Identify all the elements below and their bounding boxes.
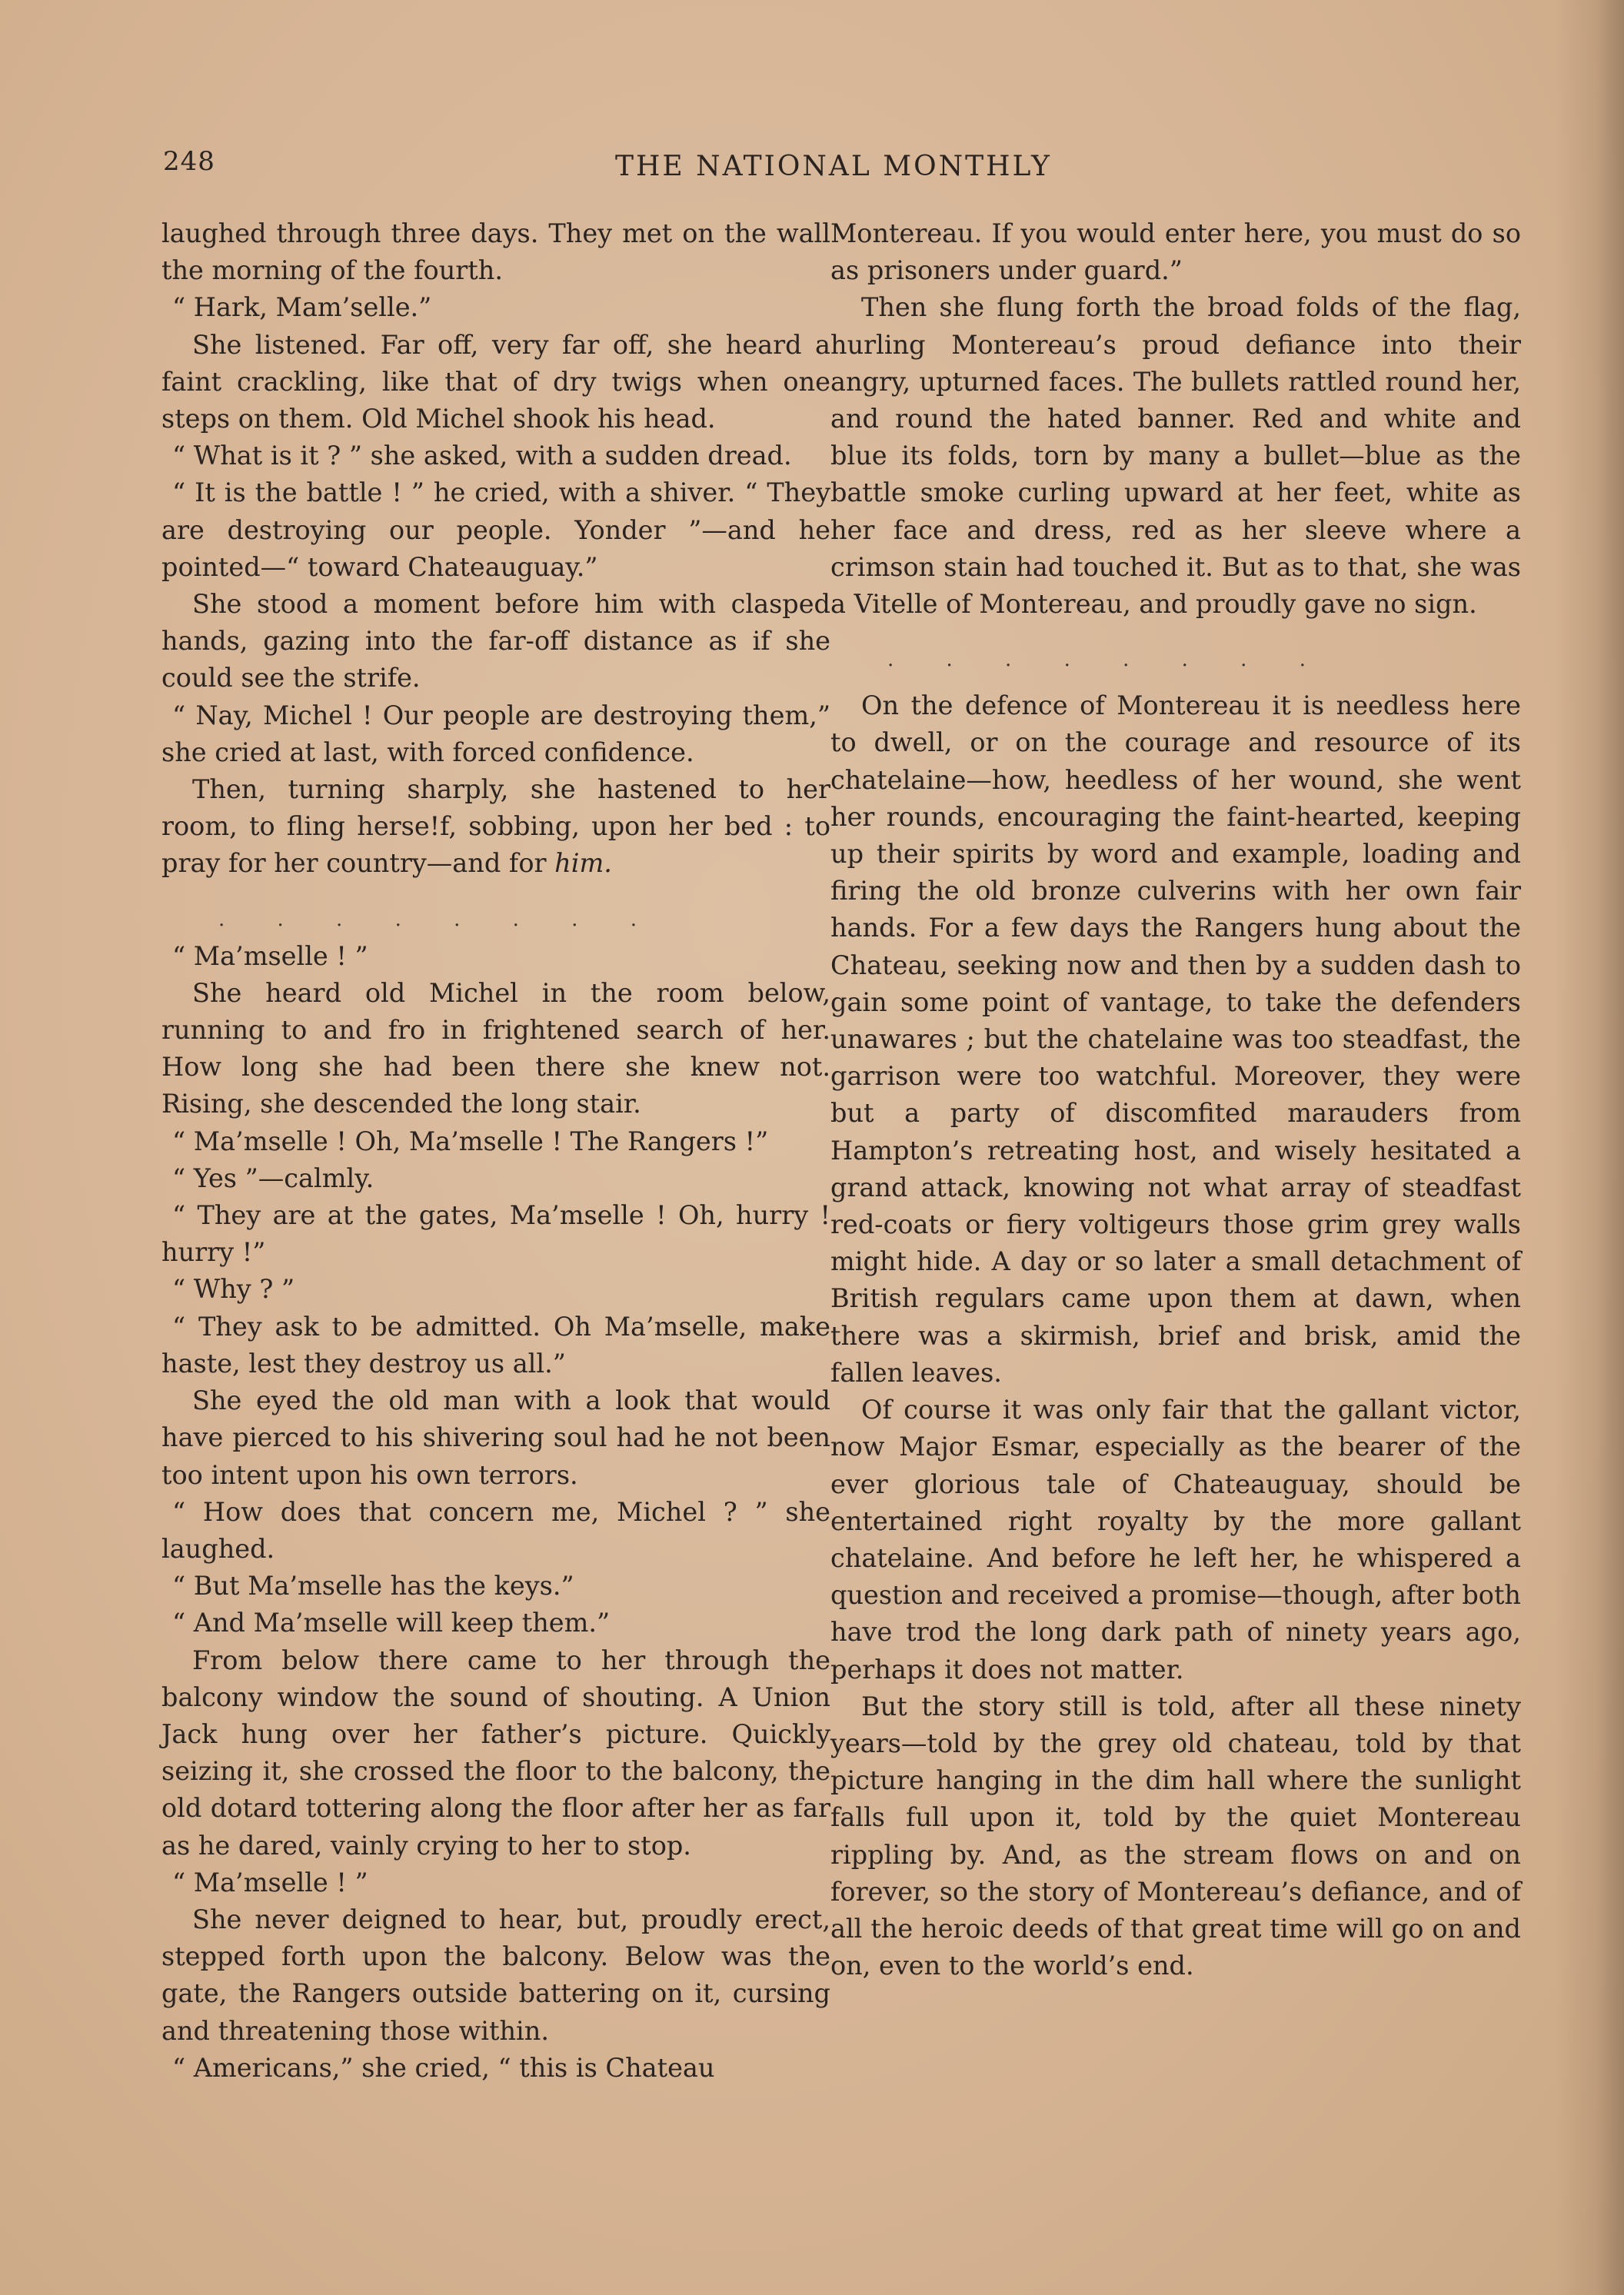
paragraph: From below there came to her through the balcony window the sound of shouting. A Union Jack hung over her father’s picture. Quickly seizing it, she crossed the floor to the balcony, the old dotard tottering along the floor after her as far as he dared, vainly crying to her to stop. [161, 1645, 830, 1861]
paragraph: “ Ma’mselle ! ” [172, 940, 368, 971]
page-number: 248 [163, 146, 215, 177]
page-edge-shadow [1555, 0, 1624, 2295]
section-gap [161, 883, 830, 901]
paragraph: “ Nay, Michel ! Our people are destroying them,” she cried at last, with forced confidence. [161, 700, 830, 767]
paragraph: Of course it was only fair that the gallant victor, now Major Esmar, especially as the bearer of the ever glorious tale of Chateauguay, should be entertained right royalty by the more gallant chatelaine. And before he left her, he whispered a question and received a promise—though, after both have trod the long dark path of ninety years ago, perhaps it does not matter. [830, 1395, 1521, 1685]
paragraph: “ Why ? ” [172, 1274, 295, 1305]
paragraph: “ Yes ”—calmly. [172, 1162, 374, 1193]
paragraph: “ And Ma’mselle will keep them.” [172, 1608, 611, 1638]
paragraph: But the story still is told, after all these ninety years—told by the grey old chateau, told by that picture hanging in the dim hall where the sunlight falls full upon it, told by the quiet Montereau rippling by. And, as the stream flows on and on forever, so the story of Montereau’s defiance, and of all the heroic deeds of that great time will go on and on, even to the world’s end. [830, 1691, 1521, 1981]
paragraph: “ What is it ? ” she asked, with a sudden dread. [172, 441, 792, 471]
paragraph: On the defence of Montereau it is needless here to dwell, or on the courage and resource of its chatelaine—how, heedless of her wound, she went her rounds, encouraging the faint-hearted, keeping up their spirits by word and example, loading and firing the old bronze culverins with her own fair hands. For a few days the Rangers hung about the Chateau, seeking now and then by a sudden dash to gain some point of vantage, to take the defenders unawares ; but the chatelaine was too steadfast, the garrison were too watchful. Moreover, they were but a party of discomfited marauders from Hampton’s retreating host, and wisely hesitated a grand attack, knowing not what array of steadfast red-coats or fiery voltigeurs those grim grey walls might hide. A day or so later a small detachment of British regulars came upon them at dawn, when there was a skirmish, brief and brisk, amid the fallen leaves. [830, 690, 1521, 1388]
left-column [161, 215, 830, 2087]
section-separator: . . . . . . . . [887, 648, 1329, 672]
section-separator: . . . . . . . . [218, 907, 660, 931]
paragraph: “ But Ma’mselle has the keys.” [172, 1571, 574, 1602]
paragraph-text: Then, turning sharply, she hastened to her room, to fling herse!f, sobbing, upon her bed : to pray for her country—and for [161, 774, 830, 879]
paragraph: She eyed the old man with a look that would have pierced to his shivering soul had he not been too intent upon his own terrors. [161, 1385, 830, 1490]
paragraph: Then she flung forth the broad folds of the flag, hurling Montereau’s proud defiance into their angry, upturned faces. The bullets rattled round her, and round the hated banner. Red and white and blue its folds, torn by many a bullet—blue as the battle smoke curling upward at her feet, white as her face and dress, red as her sleeve where a crimson stain had touched it. But as to that, she was a Vitelle of Montereau, and proudly gave no sign. [830, 292, 1521, 620]
paragraph: “ Hark, Mam’selle.” [172, 292, 432, 323]
paragraph: “ How does that concern me, Michel ? ” she laughed. [161, 1496, 830, 1564]
page-header [163, 146, 1547, 192]
section-gap [830, 678, 1521, 687]
paragraph: “ Ma’mselle ! ” [172, 1867, 368, 1898]
paragraph: “ They ask to be admitted. Oh Ma’mselle, make haste, lest they destroy us all.” [161, 1311, 830, 1379]
paragraph: She listened. Far off, very far off, she heard a faint crackling, like that of dry twigs when one steps on them. Old Michel shook his head. [161, 329, 830, 434]
emphasized-word: him. [554, 848, 612, 879]
paragraph: She never deigned to hear, but, proudly erect, stepped forth upon the balcony. Below was the gate, the Rangers outside battering on it, cursing and threatening those within. [161, 1904, 830, 2046]
section-gap [830, 623, 1521, 641]
paragraph: Montereau. If you would enter here, you must do so as prisoners under guard.” [830, 218, 1521, 286]
paragraph [161, 771, 830, 883]
paragraph: “ They are at the gates, Ma’mselle ! Oh, hurry ! hurry !” [161, 1200, 830, 1268]
paragraph: “ Americans,” she cried, “ this is Chateau [172, 2052, 715, 2083]
paragraph: laughed through three days. They met on the wall the morning of the fourth. [161, 218, 830, 286]
running-title: THE NATIONAL MONTHLY [615, 151, 1052, 182]
paragraph: She stood a moment before him with clasped hands, gazing into the far-off distance as if she could see the strife. [161, 589, 830, 693]
paragraph: She heard old Michel in the room below, running to and fro in frightened search of her. How long she had been there she knew not. Rising, she descended the long stair. [161, 977, 830, 1119]
right-column [830, 215, 1521, 1984]
paragraph: “ Ma’mselle ! Oh, Ma’mselle ! The Rangers !” [172, 1126, 769, 1156]
paragraph: “ It is the battle ! ” he cried, with a shiver. “ They are destroying our people. Yonder ”—and he pointed—“ toward Chateauguay.” [161, 477, 830, 582]
